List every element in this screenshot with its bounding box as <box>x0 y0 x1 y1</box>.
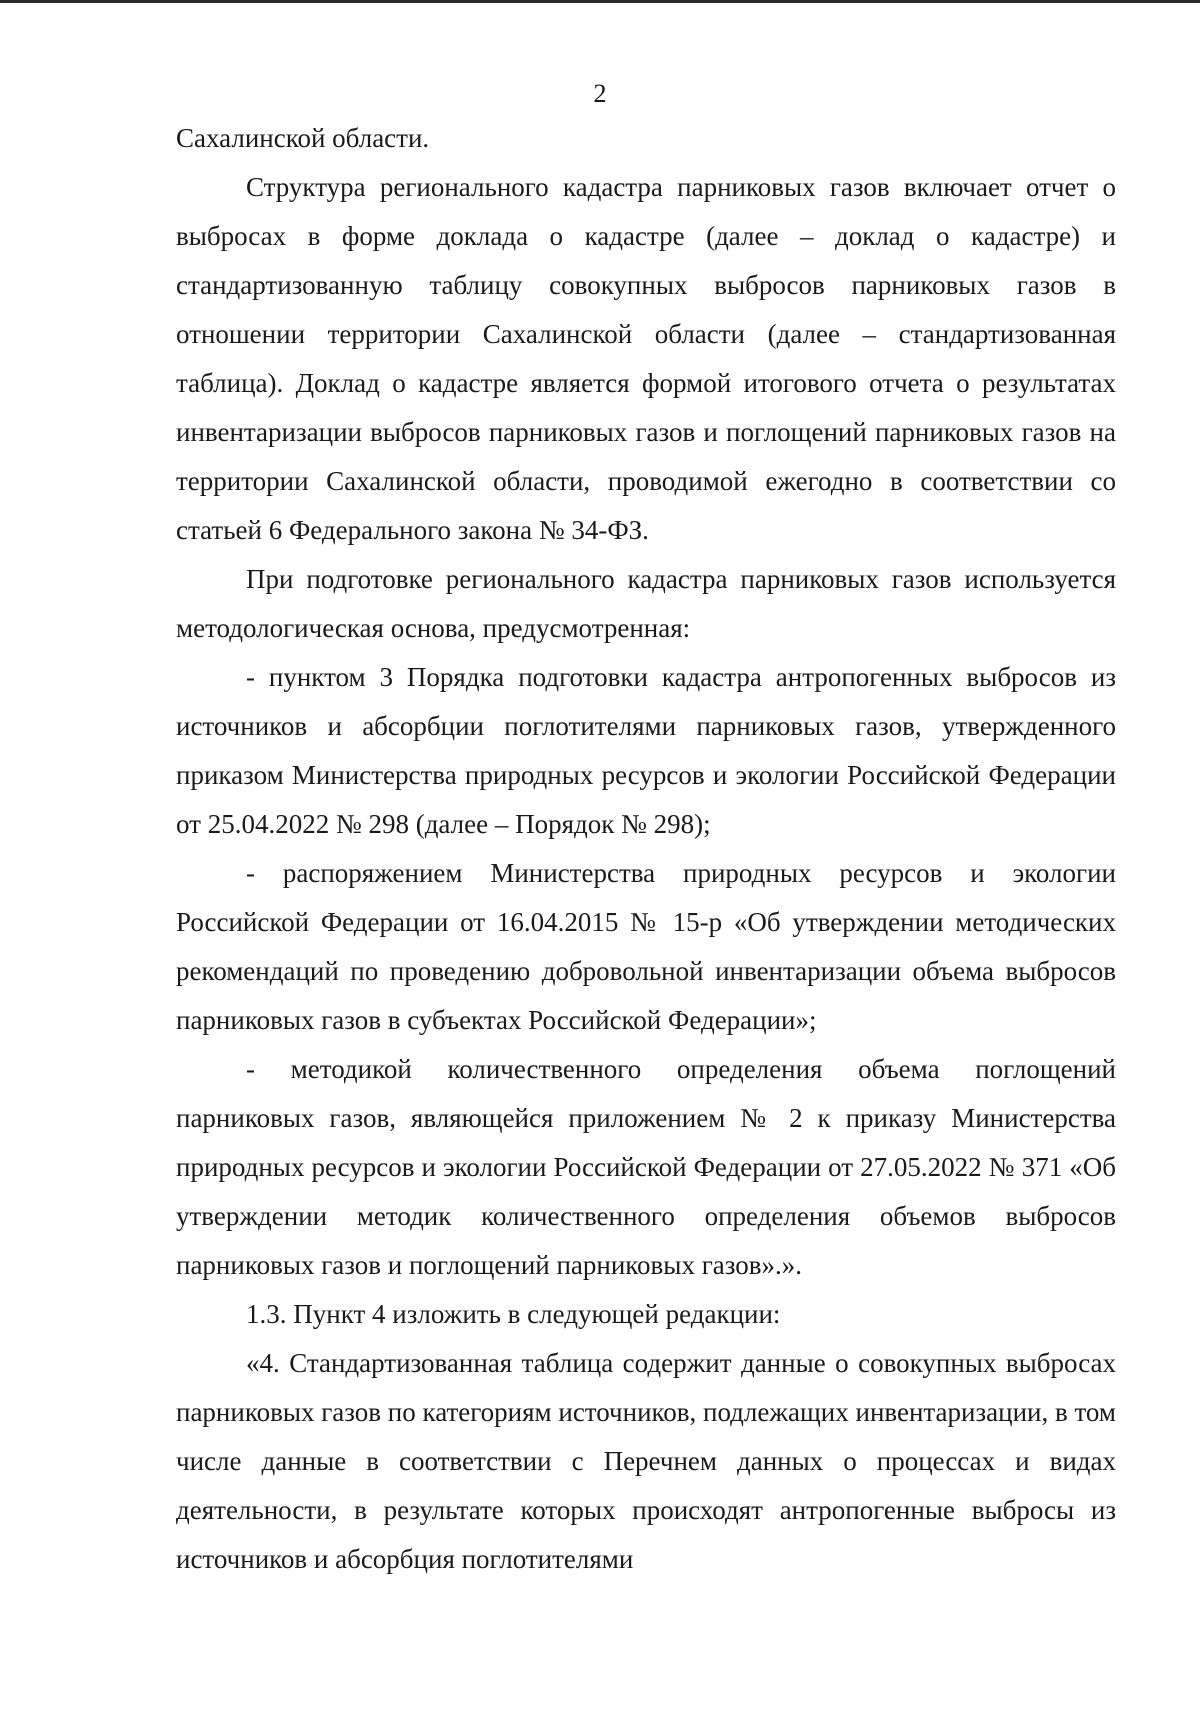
page-top-edge <box>0 0 1200 3</box>
document-body <box>176 114 1116 1584</box>
paragraph-clause-4: «4. Стандартизованная таблица содержит данные о совокупных выбросах парниковых газов по категориям источников, подлежащих инвентаризации, в том числе данные в соответствии с Перечнем данных о процессах и видах деятельности, в результате которых происходят антропогенные выбросы из источников и абсорбция поглотителями <box>176 1348 1117 1574</box>
paragraph-methodology-intro: При подготовке регионального кадастра парниковых газов используется методологическая основа, предусмотренная: <box>176 564 1116 643</box>
page-number: 2 <box>593 79 607 108</box>
list-item-order-371: - методикой количественного определения объема поглощений парниковых газов, являющейся приложением № 2 к приказу Министерства природных ресурсов и экологии Российской Федерации от 27.05.2022 № 371 «Об утверждении методик количественного определения объемов выбросов парниковых газов и поглощений парниковых газов».». <box>176 1054 1116 1280</box>
paragraph-continuation: Сахалинской области. <box>176 123 430 153</box>
list-item-order-298: - пунктом 3 Порядка подготовки кадастра антропогенных выбросов из источников и абсорбции поглотителями парниковых газов, утвержденного приказом Министерства природных ресурсов и экологии Российской Федерации от 25.04.2022 № 298 (далее – Порядок № 298); <box>176 662 1116 839</box>
list-item-order-15r: - распоряжением Министерства природных ресурсов и экологии Российской Федерации от 16.04.2015 № 15-р «Об утверждении методических рекомендаций по проведению добровольной инвентаризации объема выбросов парниковых газов в субъектах Российской Федерации»; <box>176 858 1116 1035</box>
paragraph-clause-1-3: 1.3. Пункт 4 изложить в следующей редакции: <box>246 1299 781 1329</box>
paragraph-cadastre-structure: Структура регионального кадастра парниковых газов включает отчет о выбросах в форме доклада о кадастре (далее – доклад о кадастре) и стандартизованную таблицу совокупных выбросов парниковых газов в отношении территории Сахалинской области (далее – стандартизованная таблица). Доклад о кадастре является формой итогового отчета о результатах инвентаризации выбросов парниковых газов и поглощений парниковых газов на территории Сахалинской области, проводимой ежегодно в соответствии со статьей 6 Федерального закона № 34-ФЗ. <box>176 172 1116 545</box>
